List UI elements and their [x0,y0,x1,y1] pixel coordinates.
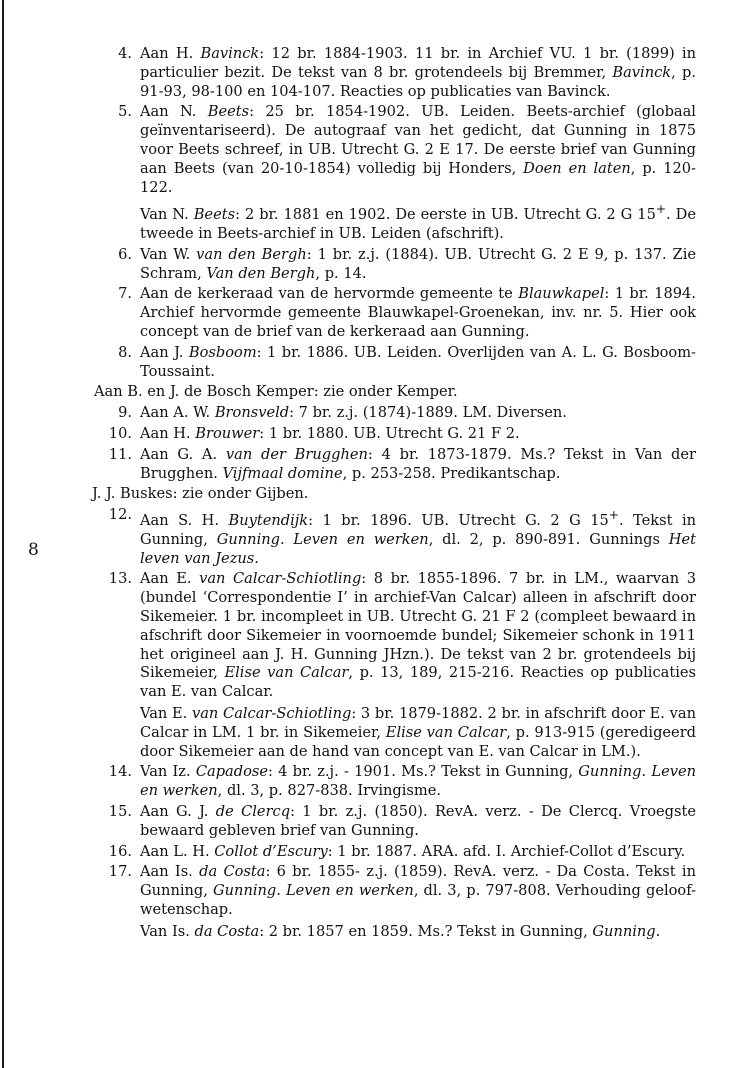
cross-reference-buskes: J. J. Buskes: zie onder Gijben. [92,485,309,503]
entry-number: 12. [108,506,132,524]
bibliography-entry [82,506,696,568]
entry-text: Aan G. A. van der Brugghen: 4 br. 1873-1879. Ms.? Tekst in Van der Brugghen. Vijfmaal domine, p. 253-258. Predikantschap. [140,445,697,482]
entry-number: 17. [108,863,132,881]
entry-sub-paragraph: Van E. van Calcar-Schiotling: 3 br. 1879-1882. 2 br. in afschrift door E. van Calcar in LM. 1 br. in Sikemeier, Elise van Calcar, p. 913-915 (geredigeerd door Sikemeier aan de hand van concept van E. van Calcar in LM.). [140,705,697,760]
entry-text: Aan H. Brouwer: 1 br. 1880. UB. Utrecht G. 21 F 2. [140,425,520,442]
entry-number: 16. [108,842,132,860]
bibliography-entry [82,843,696,862]
entry-text: Aan H. Bavinck: 12 br. 1884-1903. 11 br. in Archief VU. 1 br. (1899) in particulier bezit. De tekst van 8 br. grotendeels bij Bremmer, Bavinck, p. 91-93, 98-100 en 104-107. Reacties op publicaties van Bavinck. [140,45,696,100]
bibliography-entry [82,763,696,801]
document-body [82,45,696,944]
bibliography-entry [82,246,696,284]
entry-text: Aan E. van Calcar-Schiotling: 8 br. 1855-1896. 7 br. in LM., waarvan 3 (bundel ‘Correspondentie I’ in archief-Van Calcar) alleen in afschrift door Sikemeier. 1 br. incompleet in UB. Utrecht G. 21 F 2 (compleet bewaard in afschrift door Sikemeier in voornoemde bundel; Sikemeier schonk in 1911 het origineel aan J. H. Gunning JHzn.). De tekst van 2 br. grotendeels bij Sikemeier, Elise van Calcar, p. 13, 189, 215-216. Reacties op publicaties van E. van Calcar. [140,570,697,701]
entry-sub-paragraph: Van N. Beets: 2 br. 1881 en 1902. De eerste in UB. Utrecht G. 2 G 15+. De tweede in Beets-archief in UB. Leiden (afschrift). [140,202,696,243]
bibliography-entry [82,103,696,243]
entries-group-c [82,506,696,941]
entry-number: 11. [108,445,132,463]
entry-number: 13. [108,570,132,588]
entry-sub-paragraph: Van Is. da Costa: 2 br. 1857 en 1859. Ms.? Tekst in Gunning, Gunning. [140,922,661,940]
entries-group-b [82,404,696,483]
entry-number: 5. [118,103,132,121]
entries-group-a [82,45,696,381]
entry-number: 6. [118,245,132,263]
bibliography-entry [82,570,696,761]
entry-text: Van Iz. Capadose: 4 br. z.j. - 1901. Ms.? Tekst in Gunning, Gunning. Leven en werken, dl. 3, p. 827-838. Irvingisme. [140,763,696,800]
bibliography-entry [82,285,696,341]
entry-text: Aan Is. da Costa: 6 br. 1855- z.j. (1859). RevA. verz. - Da Costa. Tekst in Gunning, Gunning. Leven en werken, dl. 3, p. 797-808. Verhouding geloof-wetenschap. [140,863,697,918]
entry-number: 7. [118,285,132,303]
entry-text: Aan A. W. Bronsveld: 7 br. z.j. (1874)-1889. LM. Diversen. [140,404,567,422]
entry-text: Aan N. Beets: 25 br. 1854-1902. UB. Leiden. Beets-archief (globaal geïnventariseerd). De autograaf van het gedicht, dat Gunning in 1875 voor Beets schreef, in UB. Utrecht G. 2 E 17. De eerste brief van Gunning aan Beets (van 20-10-1854) volledig bij Honders, Doen en laten, p. 120-122. [140,103,696,196]
page-number: 8 [28,540,39,560]
entry-text: Aan G. J. de Clercq: 1 br. z.j. (1850). RevA. verz. - De Clercq. Vroegste bewaard gebleven brief van Gunning. [140,803,696,839]
entry-number: 10. [108,425,132,442]
entry-number: 8. [118,343,132,361]
bibliography-entry [82,404,696,423]
entry-text: Aan J. Bosboom: 1 br. 1886. UB. Leiden. Overlijden van A. L. G. Bosboom-Toussaint. [140,343,696,380]
left-margin-rule [2,0,4,1068]
bibliography-entry [82,446,696,484]
bibliography-entry [82,803,696,841]
entry-text: Aan S. H. Buytendijk: 1 br. 1896. UB. Utrecht G. 2 G 15+. Tekst in Gunning, Gunning. Leven en werken, dl. 2, p. 890-891. Gunnings Het leven van Jezus. [140,508,697,567]
entry-text: Van W. van den Bergh: 1 br. z.j. (1884). UB. Utrecht G. 2 E 9, p. 137. Zie Schram, Van den Bergh, p. 14. [140,245,697,282]
bibliography-entry [82,425,696,444]
entry-number: 4. [118,45,132,62]
entry-number: 9. [118,404,132,422]
bibliography-entry [82,45,696,101]
bibliography-entry [82,863,696,941]
cross-reference-bosch-kemper: Aan B. en J. de Bosch Kemper: zie onder Kemper. [94,383,458,401]
entry-text: Aan L. H. Collot d’Escury: 1 br. 1887. ARA. afd. I. Archief-Collot d’Escury. [140,842,686,860]
entry-text: Aan de kerkeraad van de hervormde gemeente te Blauwkapel: 1 br. 1894. Archief hervormde gemeente Blauwkapel-Groenekan, inv. nr. 5. Hier ook concept van de brief van de kerkeraad aan Gunning. [140,285,696,341]
entry-number: 15. [108,803,132,820]
bibliography-entry [82,344,696,382]
entry-number: 14. [108,763,132,781]
